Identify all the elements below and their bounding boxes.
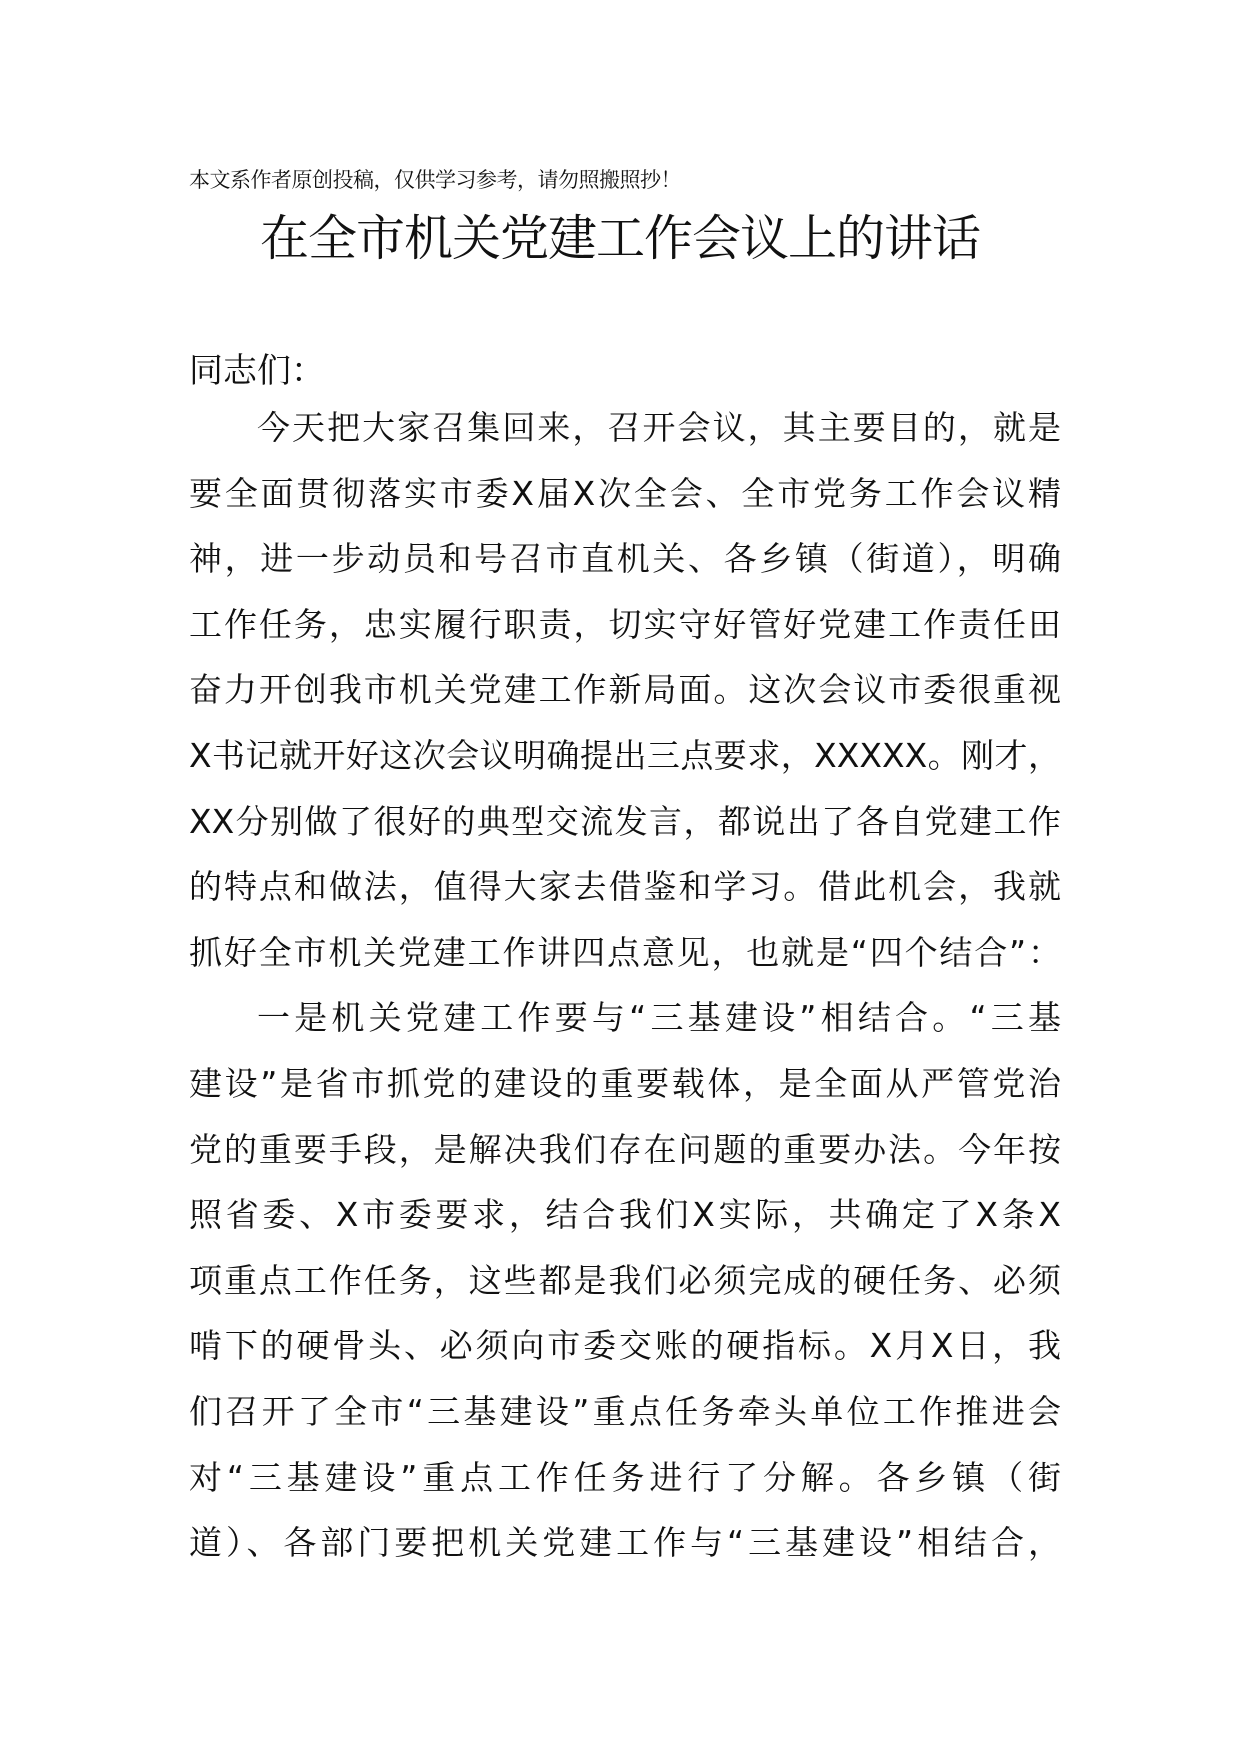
paragraph-line: 对“三基建设”重点工作任务进行了分解。各乡镇（街 bbox=[189, 1457, 1061, 1497]
paragraph-line: 今天把大家召集回来，召开会议，其主要目的，就是 bbox=[257, 408, 1061, 447]
document-body bbox=[189, 395, 1061, 1576]
copyright-notice: 本文系作者原创投稿，仅供学习参考，请勿照搬照抄！ bbox=[189, 168, 681, 192]
paragraph-line: 的特点和做法，值得大家去借鉴和学习。借此机会，我就 bbox=[189, 867, 1061, 907]
paragraph-line: 项重点工作任务，这些都是我们必须完成的硬任务、必须 bbox=[189, 1260, 1061, 1300]
paragraph-line: 们召开了全市“三基建设”重点任务牵头单位工作推进会 bbox=[189, 1391, 1061, 1431]
paragraph-line: 神，进一步动员和号召市直机关、各乡镇（街道），明确 bbox=[189, 539, 1061, 579]
paragraph-line: 党的重要手段，是解决我们存在问题的重要办法。今年按 bbox=[189, 1129, 1061, 1169]
paragraph-line: 抓好全市机关党建工作讲四点意见，也就是“四个结合”： bbox=[189, 932, 1061, 972]
paragraph-line: 奋力开创我市机关党建工作新局面。这次会议市委很重视 bbox=[189, 670, 1061, 710]
paragraph-line: 工作任务，忠实履行职责，切实守好管好党建工作责任田 bbox=[189, 604, 1061, 644]
paragraph-line: XX分别做了很好的典型交流发言，都说出了各自党建工作 bbox=[189, 801, 1061, 841]
paragraph-line: 要全面贯彻落实市委X届X次全会、全市党务工作会议精 bbox=[189, 473, 1061, 513]
paragraph-line: 一是机关党建工作要与“三基建设”相结合。“三基 bbox=[257, 998, 1061, 1038]
paragraph-line: 啃下的硬骨头、必须向市委交账的硬指标。X月X日，我 bbox=[189, 1326, 1061, 1366]
document-title: 在全市机关党建工作会议上的讲话 bbox=[259, 210, 980, 267]
paragraph-line: 照省委、X市委要求，结合我们X实际，共确定了X条X bbox=[189, 1195, 1061, 1235]
paragraph-line: 建设”是省市抓党的建设的重要载体，是全面从严管党治 bbox=[189, 1063, 1061, 1103]
paragraph-line: 道）、各部门要把机关党建工作与“三基建设”相结合， bbox=[189, 1523, 1061, 1563]
paragraph-line: X书记就开好这次会议明确提出三点要求，XXXXX。刚才， bbox=[189, 735, 1061, 775]
salutation: 同志们： bbox=[189, 351, 325, 391]
